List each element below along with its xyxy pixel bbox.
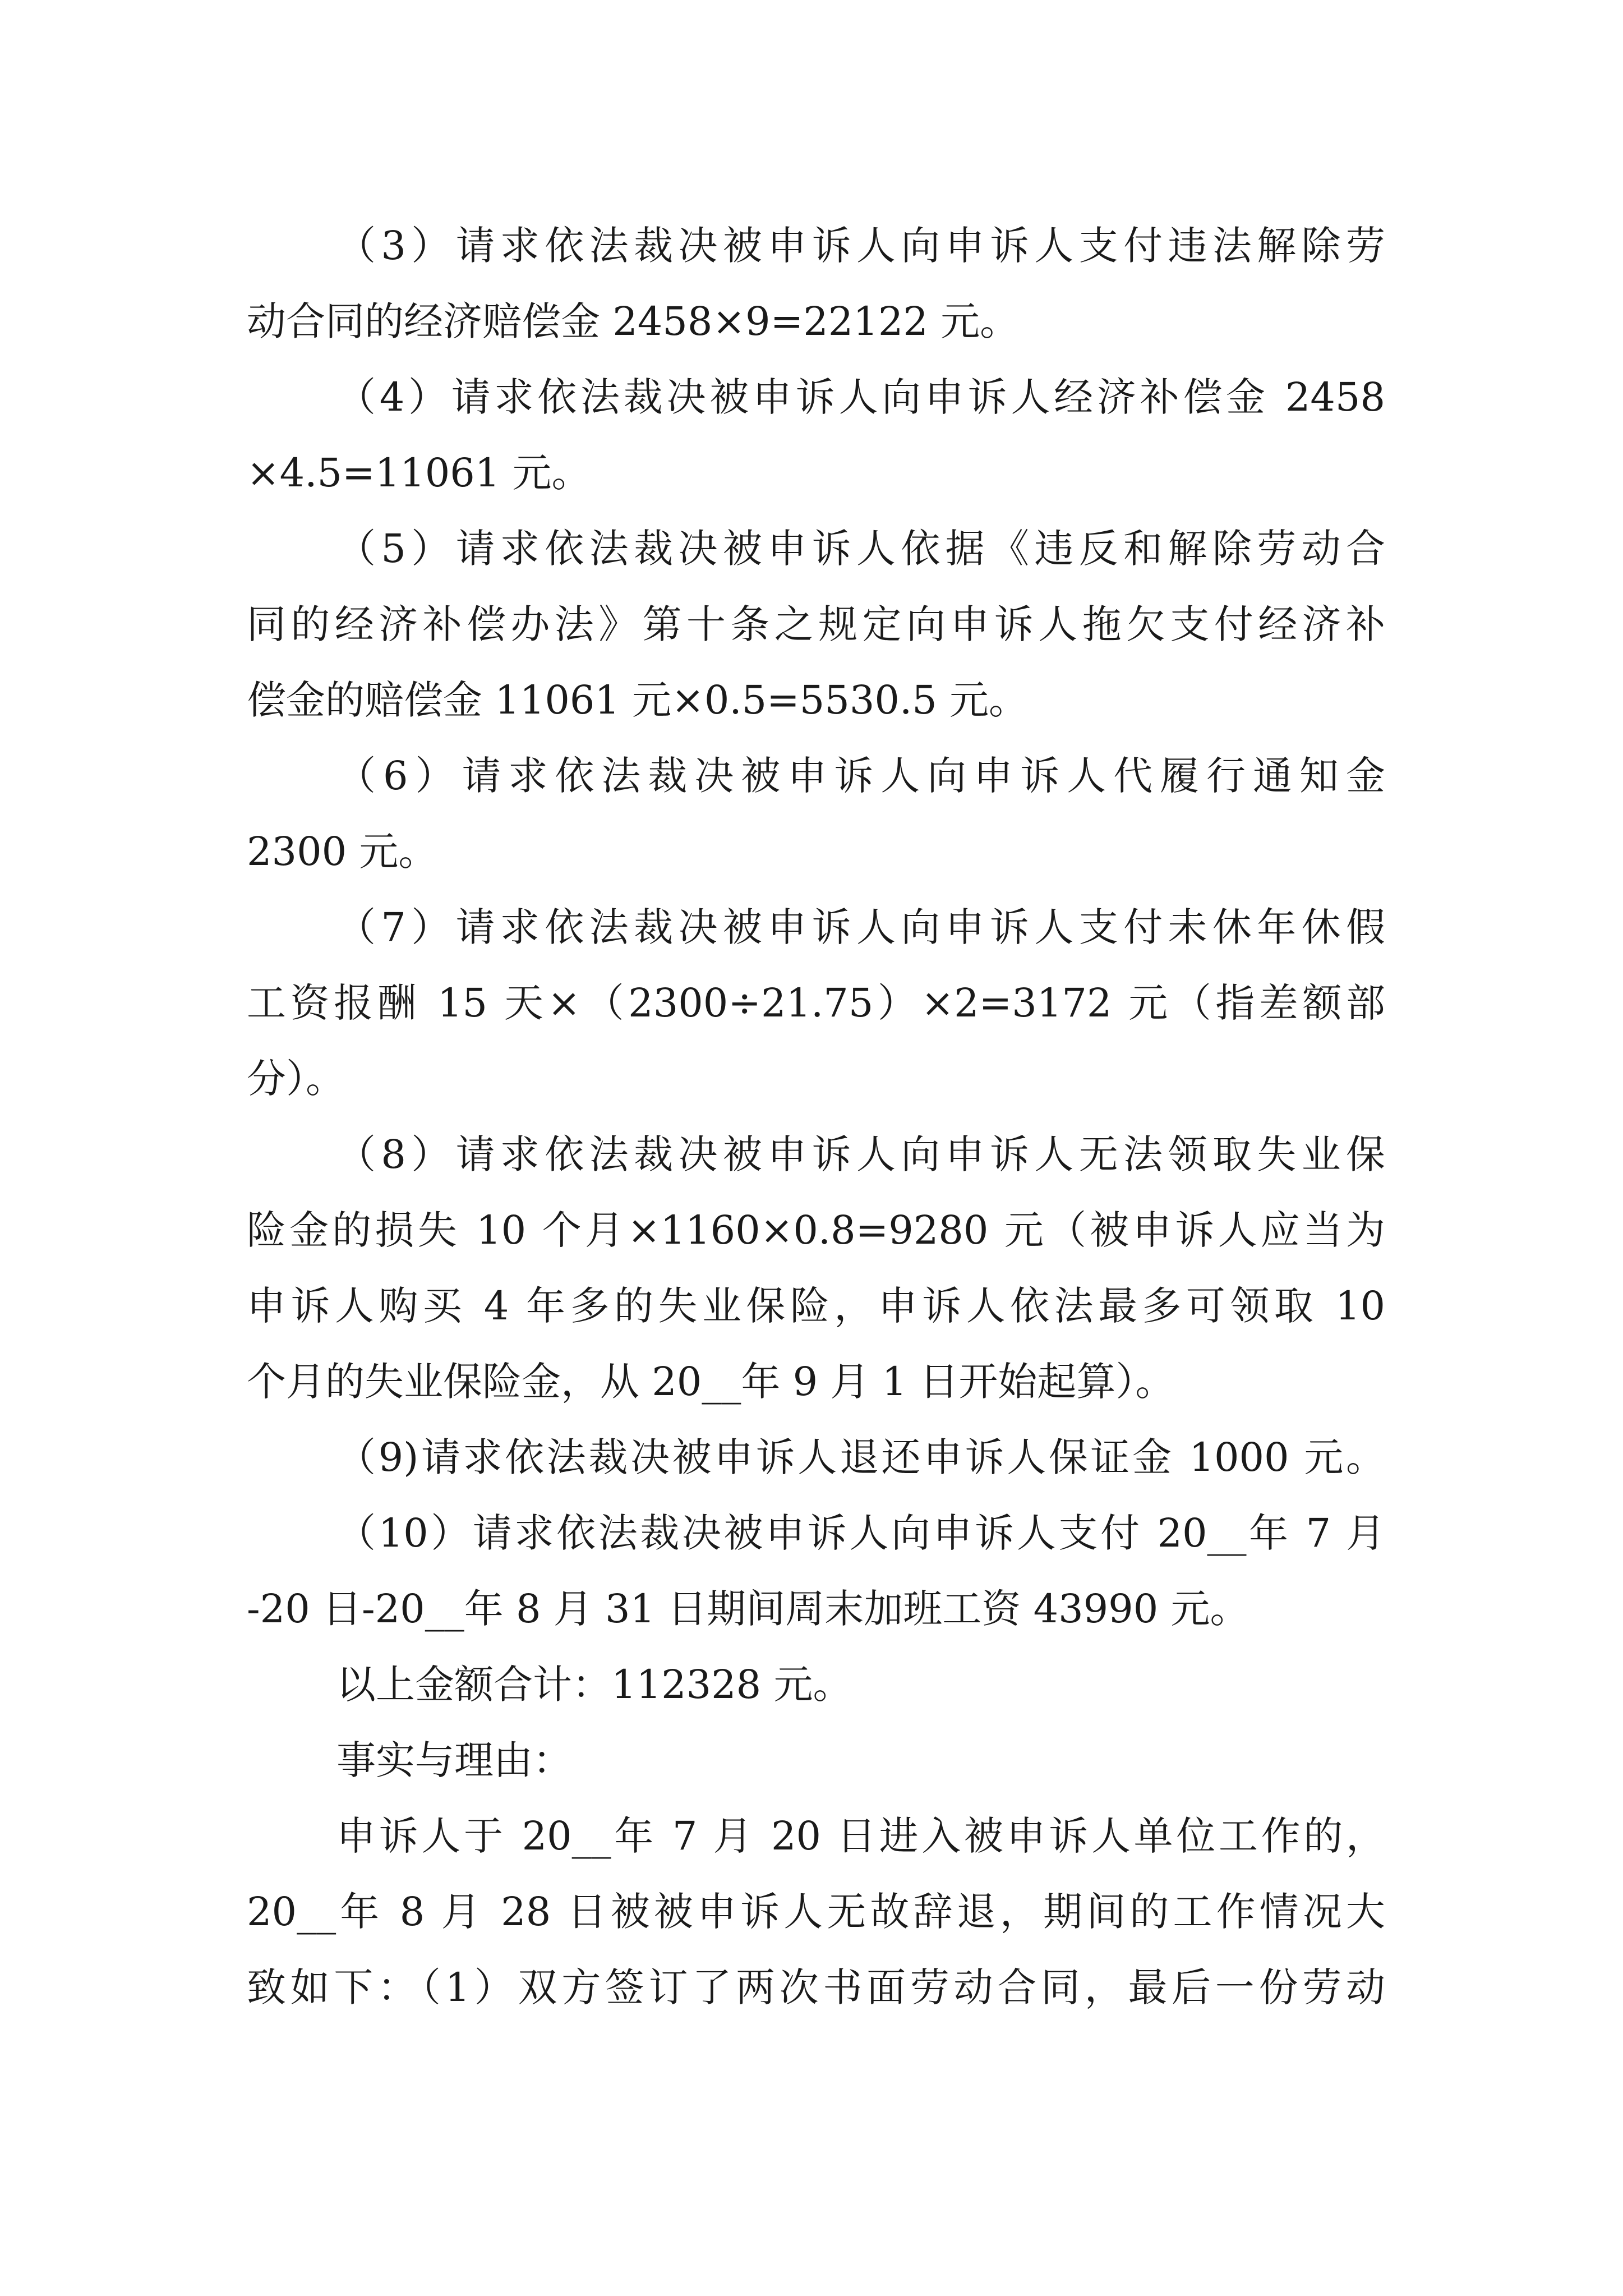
paragraph-line: 致如下：（1）双方签订了两次书面劳动合同，最后一份劳动 — [247, 1964, 1385, 2010]
paragraph-line: （7）请求依法裁决被申诉人向申诉人支付未休年休假 — [336, 904, 1385, 950]
paragraph-line: 申诉人购买 4 年多的失业保险，申诉人依法最多可领取 10 — [247, 1283, 1385, 1329]
paragraph-line: （8）请求依法裁决被申诉人向申诉人无法领取失业保 — [336, 1131, 1385, 1177]
paragraph-line: 20__年 8 月 28 日被被申诉人无故辞退，期间的工作情况大 — [247, 1889, 1385, 1935]
paragraph-line: （3）请求依法裁决被申诉人向申诉人支付违法解除劳 — [336, 223, 1385, 269]
paragraph-line: （5）请求依法裁决被申诉人依据《违反和解除劳动合 — [336, 526, 1385, 572]
paragraph-line: 以上金额合计：112328 元。 — [336, 1662, 852, 1708]
paragraph-line: 分）。 — [247, 1056, 345, 1102]
paragraph-line: （9)请求依法裁决被申诉人退还申诉人保证金 1000 元。 — [336, 1434, 1385, 1480]
paragraph-line: 事实与理由： — [336, 1737, 572, 1783]
paragraph-line: 动合同的经济赔偿金 2458×9=22122 元。 — [247, 298, 1020, 344]
paragraph-line: 2300 元。 — [247, 829, 438, 875]
paragraph-line: ×4.5=11061 元。 — [247, 450, 591, 496]
paragraph-line: （10）请求依法裁决被申诉人向申诉人支付 20__年 7 月 — [336, 1510, 1385, 1556]
paragraph-line: 同的经济补偿办法》第十条之规定向申诉人拖欠支付经济补 — [247, 601, 1385, 647]
paragraph-line: 工资报酬 15 天×（2300÷21.75）×2=3172 元（指差额部 — [247, 980, 1385, 1026]
paragraph-line: （6）请求依法裁决被申诉人向申诉人代履行通知金 — [336, 753, 1385, 799]
paragraph-line: 申诉人于 20__年 7 月 20 日进入被申诉人单位工作的， — [336, 1813, 1385, 1859]
paragraph-line: -20 日-20__年 8 月 31 日期间周末加班工资 43990 元。 — [247, 1586, 1249, 1632]
paragraph-line: 偿金的赔偿金 11061 元×0.5=5530.5 元。 — [247, 677, 1028, 723]
paragraph-line: （4）请求依法裁决被申诉人向申诉人经济补偿金 2458 — [336, 374, 1385, 420]
paragraph-line: 个月的失业保险金，从 20__年 9 月 1 日开始起算）。 — [247, 1359, 1175, 1405]
paragraph-line: 险金的损失 10 个月×1160×0.8=9280 元（被申诉人应当为 — [247, 1207, 1385, 1253]
